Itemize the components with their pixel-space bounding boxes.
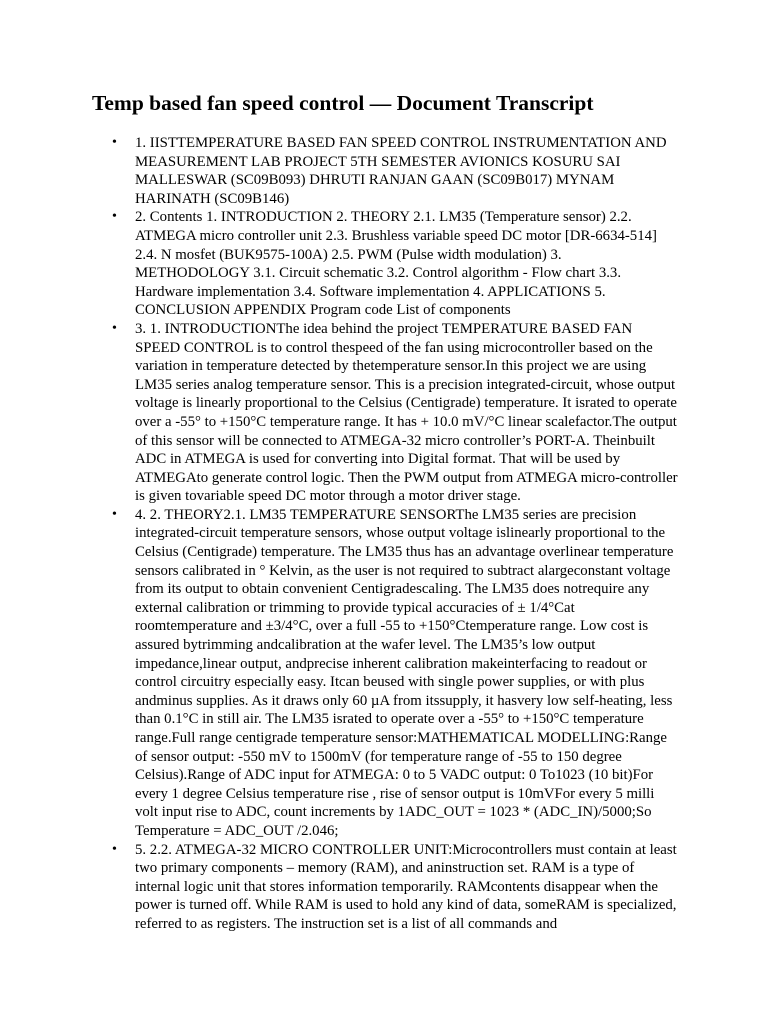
list-item xyxy=(92,506,678,841)
list-item xyxy=(92,208,678,320)
bullet-icon: • xyxy=(112,209,117,225)
list-item xyxy=(92,841,678,934)
list-item-text: 2. Contents 1. INTRODUCTION 2. THEORY 2.1. LM35 (Temperature sensor) 2.2. ATMEGA micro controller unit 2.3. Brushless variable speed DC motor [DR-6634-514] 2.4. N mosfet (BUK9575-100A) 2.5. PWM (Pulse width modulation) 3. METHODOLOGY 3.1. Circuit schematic 3.2. Control algorithm - Flow chart 3.3. Hardware implementation 3.4. Software implementation 4. APPLICATIONS 5. CONCLUSION APPENDIX Program code List of components xyxy=(135,209,657,319)
list-item xyxy=(92,134,678,208)
list-item-text: 3. 1. INTRODUCTIONThe idea behind the project TEMPERATURE BASED FAN SPEED CONTROL is to control thespeed of the fan using microcontroller based on the variation in temperature detected by thetemperature sensor.In this project we are using LM35 series analog temperature sensor. This is a precision integrated-circuit, whose output voltage is linearly proportional to the Celsius (Centigrade) temperature. It israted to operate over a -55° to +150°C temperature range. It has + 10.0 mV/°C linear scalefactor.The output of this sensor will be connected to ATMEGA-32 micro controller’s PORT-A. Theinbuilt ADC in ATMEGA is used for converting into Digital format. That will be used by ATMEGAto generate control logic. Then the PWM output from ATMEGA micro-controller is given tovariable speed DC motor through a motor driver stage. xyxy=(135,320,678,505)
bullet-icon: • xyxy=(112,320,117,336)
list-item-text: 1. IISTTEMPERATURE BASED FAN SPEED CONTROL INSTRUMENTATION AND MEASUREMENT LAB PROJECT 5TH SEMESTER AVIONICS KOSURU SAI MALLESWAR (SC09B093) DHRUTI RANJAN GAAN (SC09B017) MYNAM HARINATH (SC09B146) xyxy=(135,135,667,207)
page-title: Temp based fan speed control — Document Transcript xyxy=(92,91,594,115)
bullet-icon: • xyxy=(112,135,117,150)
list-item xyxy=(92,320,678,506)
bullet-icon: • xyxy=(112,506,117,522)
list-item-text: 4. 2. THEORY2.1. LM35 TEMPERATURE SENSORThe LM35 series are precision integrated-circuit temperature sensors, whose output voltage islinearly proportional to the Celsius (Centigrade) temperature. The LM35 thus has an advantage overlinear temperature sensors calibrated in ° Kelvin, as the user is not required to subtract alargeconstant voltage from its output to obtain convenient Centigradescaling. The LM35 does notrequire any external calibration or trimming to provide typical accuracies of ± 1/4°Cat roomtemperature and ±3/4°C, over a full -55 to +150°Ctemperature range. Low cost is assured bytrimming andcalibration at the wafer level. The LM35’s low output impedance,linear output, andprecise inherent calibration makeinterfacing to readout or control circuitry especially easy. Itcan beused with single power supplies, or with plus andminus supplies. As it draws only 60 µA from itssupply, it hasvery low self-heating, less than 0.1°C in still air. The LM35 israted to operate over a -55° to +150°C temperature range.Full range centigrade temperature sensor:MATHEMATICAL MODELLING:Range of sensor output: -550 mV to 1500mV (for temperature range of -55 to 150 degree Celsius).Range of ADC input for ATMEGA: 0 to 5 VADC output: 0 To1023 (10 bit)For every 1 degree Celsius temperature rise , rise of sensor output is 10mVFor every 5 milli volt input rise to ADC, count increments by 1ADC_OUT = 1023 * (ADC_IN)/5000;So Temperature = ADC_OUT /2.046; xyxy=(135,506,674,839)
transcript-list xyxy=(92,134,678,934)
bullet-icon: • xyxy=(112,841,117,857)
list-item-text: 5. 2.2. ATMEGA-32 MICRO CONTROLLER UNIT:Microcontrollers must contain at least two primary components – memory (RAM), and aninstruction set. RAM is a type of internal logic unit that stores information temporarily. RAMcontents disappear when the power is turned off. While RAM is used to hold any kind of data, someRAM is specialized, referred to as registers. The instruction set is a list of all commands and xyxy=(135,841,677,932)
